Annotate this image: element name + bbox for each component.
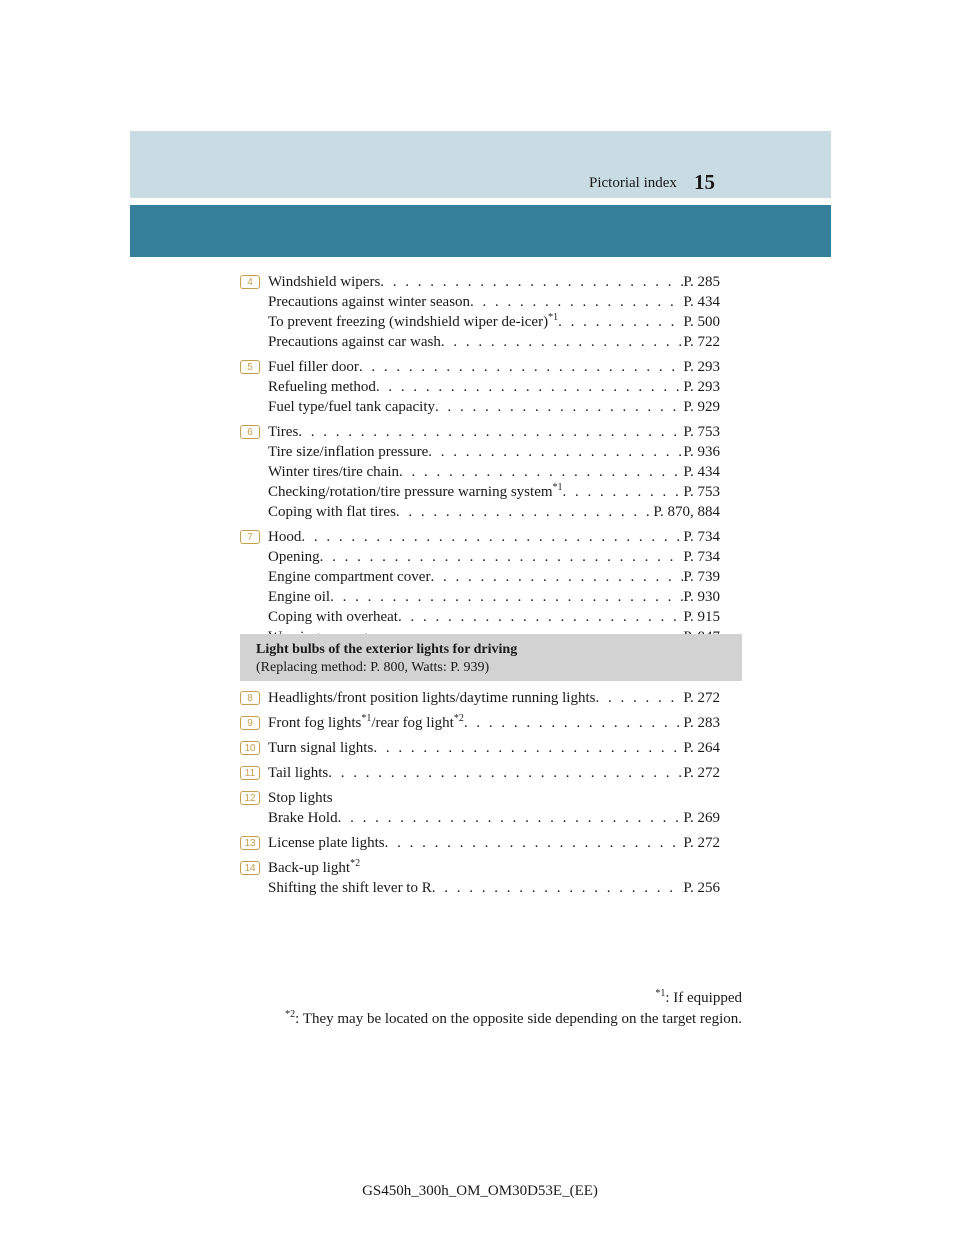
entry-label: Winter tires/tire chain <box>268 464 400 480</box>
dot-leader <box>398 607 683 627</box>
index-entry[interactable] <box>268 292 720 312</box>
entry-label: Headlights/front position lights/daytime running lights <box>268 690 596 706</box>
entry-label: Fuel filler door <box>268 359 359 375</box>
entry-label: Checking/rotation/tire pressure warning system$^{*1}$ <box>268 482 563 500</box>
entry-label: Tire size/inflation pressure <box>268 444 429 460</box>
dot-leader <box>380 272 683 292</box>
entry-label: Hood <box>268 529 302 545</box>
index-group <box>240 422 720 522</box>
item-number-badge: 13 <box>240 836 260 850</box>
index-entry[interactable] <box>268 833 720 853</box>
index-entry[interactable] <box>268 332 720 352</box>
dot-leader <box>330 587 683 607</box>
dot-leader <box>464 713 683 733</box>
index-entry[interactable] <box>268 397 720 417</box>
index-entry[interactable] <box>268 502 720 522</box>
dot-leader <box>470 292 683 312</box>
entry-label: Tires <box>268 424 299 440</box>
dot-leader <box>376 377 683 397</box>
item-number-badge: 12 <box>240 791 260 805</box>
entry-label: Back-up light$^{*2}$ <box>268 858 361 876</box>
entry-label: Refueling method <box>268 379 376 395</box>
dot-leader <box>298 422 683 442</box>
index-entries-vehicle <box>240 272 720 652</box>
index-entry[interactable] <box>268 587 720 607</box>
index-entry[interactable] <box>268 567 720 587</box>
item-number-badge: 6 <box>240 425 260 439</box>
index-entry[interactable] <box>268 527 720 547</box>
page-reference[interactable]: P. 285 <box>683 274 720 290</box>
index-entry[interactable] <box>268 312 720 332</box>
page-reference[interactable]: P. 734 <box>683 549 720 565</box>
entry-label: Engine compartment cover <box>268 569 431 585</box>
index-entry[interactable] <box>268 713 720 733</box>
index-entry[interactable] <box>268 858 720 878</box>
index-group <box>240 763 720 783</box>
entry-label: Tail lights <box>268 765 329 781</box>
page-reference[interactable]: P. 753 <box>683 484 720 500</box>
entry-label: Precautions against winter season <box>268 294 471 310</box>
footnote-2: $^{*2}$: They may be located on the opposite side depending on the target region. <box>285 1009 742 1027</box>
page-reference[interactable]: P. 434 <box>683 464 720 480</box>
entry-label: Stop lights <box>268 790 333 806</box>
page-reference[interactable]: P. 272 <box>683 690 720 706</box>
dot-leader <box>558 312 683 332</box>
header-band <box>130 131 831 198</box>
section-heading-light-bulbs <box>240 634 742 681</box>
index-group <box>240 527 720 647</box>
page-reference[interactable]: P. 930 <box>683 589 720 605</box>
index-entry[interactable] <box>268 547 720 567</box>
index-group <box>240 788 720 828</box>
entry-label: Opening <box>268 549 320 565</box>
item-number-badge: 5 <box>240 360 260 374</box>
page-reference[interactable]: P. 870, 884 <box>653 504 720 520</box>
page-reference[interactable]: P. 722 <box>683 334 720 350</box>
index-group <box>240 858 720 898</box>
index-entry[interactable] <box>268 688 720 708</box>
index-group <box>240 272 720 352</box>
item-number-badge: 10 <box>240 741 260 755</box>
section-title: Light bulbs of the exterior lights for driving <box>256 642 518 657</box>
index-group <box>240 833 720 853</box>
entry-label: Precautions against car wash <box>268 334 441 350</box>
page-number: 15 <box>694 170 715 194</box>
index-group <box>240 688 720 708</box>
index-group <box>240 713 720 733</box>
page-reference[interactable]: P. 272 <box>683 835 720 851</box>
page-reference[interactable]: P. 929 <box>683 399 720 415</box>
entry-label: License plate lights <box>268 835 385 851</box>
section-subtitle: (Replacing method: P. 800, Watts: P. 939) <box>256 660 490 675</box>
index-entry[interactable] <box>268 422 720 442</box>
dot-leader <box>399 462 683 482</box>
index-entry[interactable] <box>268 482 720 502</box>
item-number-badge: 4 <box>240 275 260 289</box>
index-entry[interactable] <box>268 377 720 397</box>
page-reference[interactable]: P. 734 <box>683 529 720 545</box>
page-reference[interactable]: P. 936 <box>683 444 720 460</box>
dot-leader <box>432 878 684 898</box>
dot-leader <box>359 357 683 377</box>
item-number-badge: 7 <box>240 530 260 544</box>
index-entry[interactable] <box>268 607 720 627</box>
page-title: Pictorial index <box>589 175 677 191</box>
index-entry[interactable] <box>268 462 720 482</box>
index-entry[interactable] <box>268 763 720 783</box>
dot-leader <box>595 688 683 708</box>
page-reference[interactable]: P. 272 <box>683 765 720 781</box>
index-entry[interactable] <box>268 272 720 292</box>
page-reference[interactable]: P. 500 <box>683 314 720 330</box>
index-entries-light-bulbs <box>240 688 720 903</box>
index-entry[interactable] <box>268 788 720 808</box>
index-group <box>240 738 720 758</box>
dot-leader <box>428 442 683 462</box>
dot-leader <box>385 833 684 853</box>
index-group <box>240 357 720 417</box>
index-entry[interactable] <box>268 878 720 898</box>
item-number-badge: 14 <box>240 861 260 875</box>
page-reference[interactable]: P. 283 <box>683 715 720 731</box>
dot-leader <box>301 527 683 547</box>
page-reference[interactable]: P. 269 <box>683 810 720 826</box>
dot-leader <box>338 808 684 828</box>
item-number-badge: 11 <box>240 766 260 780</box>
entry-label: To prevent freezing (windshield wiper de-icer)$^{*1}$ <box>268 312 559 330</box>
dot-leader <box>373 738 683 758</box>
entry-label: Coping with overheat <box>268 609 398 625</box>
index-entry[interactable] <box>268 357 720 377</box>
dot-leader <box>320 547 684 567</box>
item-number-badge: 9 <box>240 716 260 730</box>
entry-label: Brake Hold <box>268 810 338 826</box>
page-reference[interactable]: P. 256 <box>683 880 720 896</box>
page-reference[interactable]: P. 293 <box>683 359 720 375</box>
dot-leader <box>435 397 683 417</box>
entry-label: Windshield wipers <box>268 274 381 290</box>
entry-label: Shifting the shift lever to R <box>268 880 432 896</box>
dot-leader <box>396 502 653 522</box>
section-band <box>130 205 831 257</box>
entry-label: Coping with flat tires <box>268 504 396 520</box>
footnote-1: $^{*1}$: If equipped <box>655 988 742 1006</box>
index-entry[interactable] <box>268 808 720 828</box>
footnotes <box>285 988 742 1030</box>
page-reference[interactable]: P. 753 <box>683 424 720 440</box>
dot-leader <box>328 763 683 783</box>
dot-leader <box>563 482 684 502</box>
page-reference[interactable]: P. 915 <box>683 609 720 625</box>
page-reference[interactable]: P. 739 <box>683 569 720 585</box>
page-reference[interactable]: P. 434 <box>683 294 720 310</box>
index-entry[interactable] <box>268 442 720 462</box>
document-code: GS450h_300h_OM_OM30D53E_(EE) <box>362 1183 598 1199</box>
entry-label: Front fog lights$^{*1}$/rear fog light$^{*2}$ <box>268 713 464 731</box>
dot-leader <box>441 332 683 352</box>
item-number-badge: 8 <box>240 691 260 705</box>
page-reference[interactable]: P. 293 <box>683 379 720 395</box>
page-reference[interactable]: P. 264 <box>683 740 720 756</box>
entry-label: Turn signal lights <box>268 740 374 756</box>
dot-leader <box>430 567 683 587</box>
index-entry[interactable] <box>268 738 720 758</box>
entry-label: Fuel type/fuel tank capacity <box>268 399 436 415</box>
entry-label: Engine oil <box>268 589 331 605</box>
